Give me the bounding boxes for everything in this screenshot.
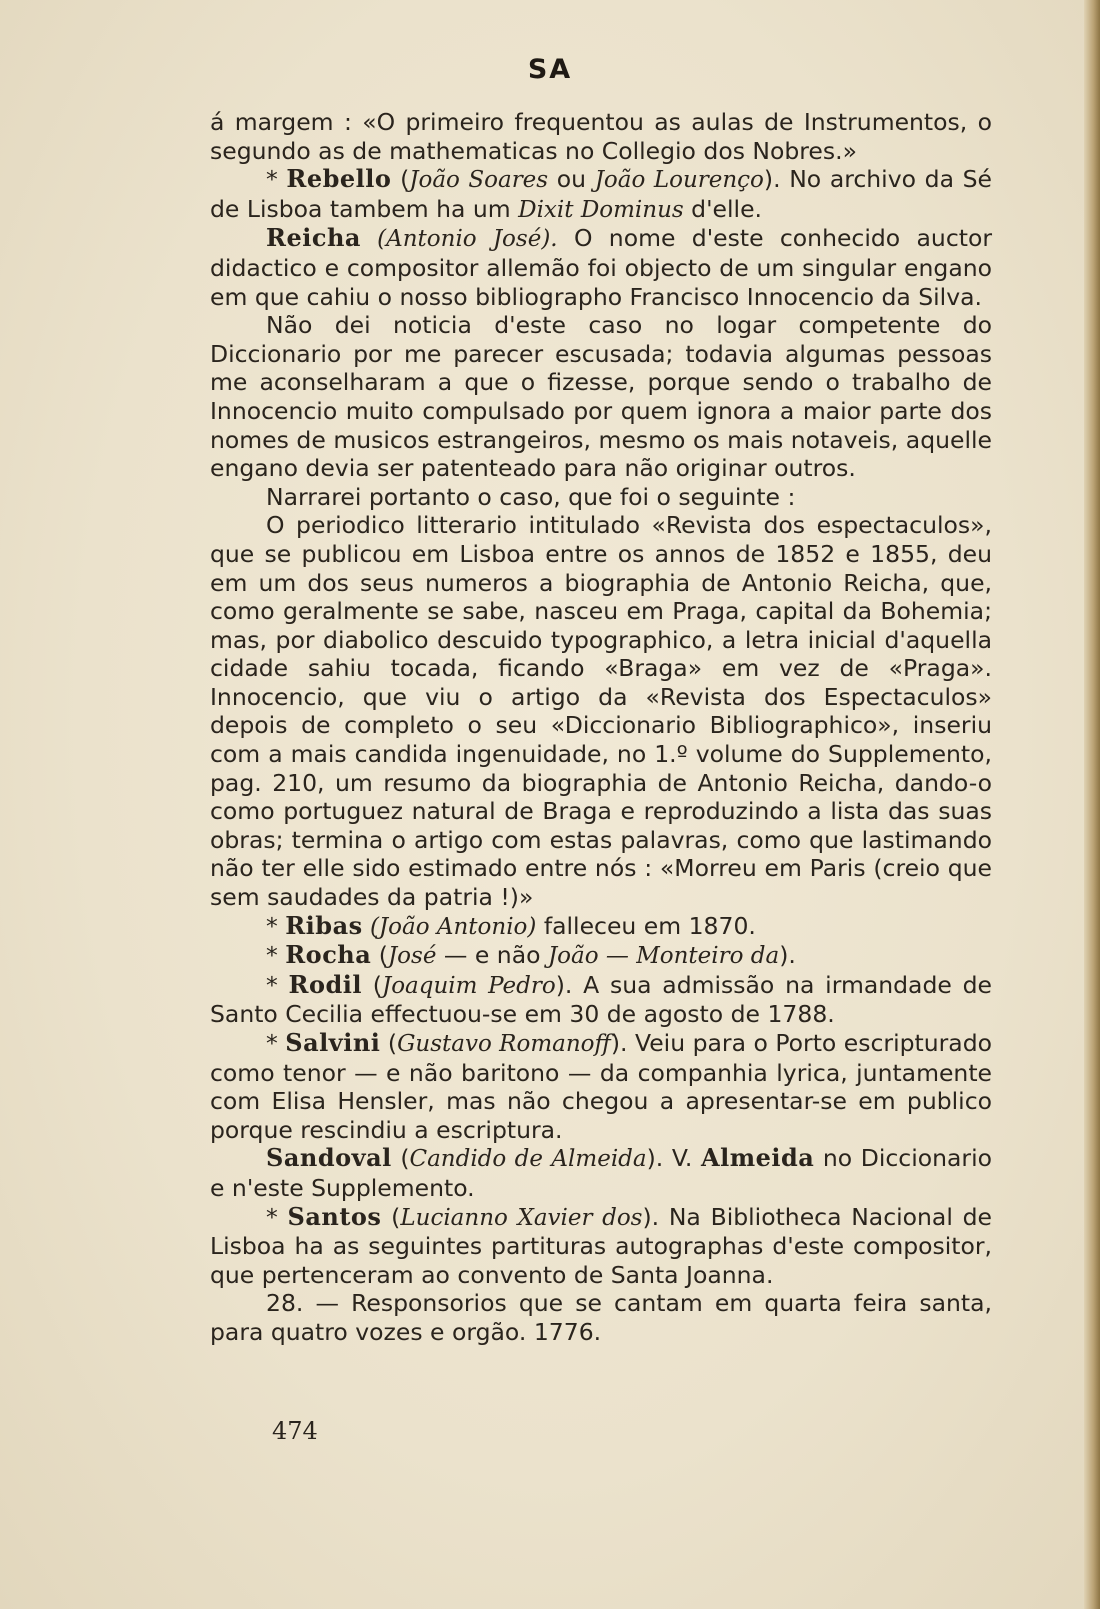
entry-heading-rebello: Rebello: [286, 164, 392, 194]
asterisk-mark: *: [266, 1202, 288, 1231]
text-run: ).: [779, 941, 796, 970]
entry-heading-santos: Santos: [287, 1201, 382, 1231]
text-run: O nome d'este conhecido auctor didactico e compositor allemão foi objecto de um singular engano em que cahiu o nosso bibliographo Francisco Innocencio da Silva.: [210, 224, 992, 311]
text-run: no Diccionario e n'este Supplemento.: [210, 1144, 992, 1202]
text-run: (: [381, 1202, 401, 1231]
body-text: [210, 108, 992, 1347]
page-edge-shadow: [1084, 0, 1100, 1609]
entry-heading-ribas: Ribas: [285, 910, 363, 940]
text-run: d'elle.: [683, 194, 762, 223]
text-run: ). Na Bibliotheca Nacional de Lisboa ha as seguintes partituras autographas d'este compositor, que pertenceram ao convento de Santa Joanna.: [210, 1202, 992, 1289]
italic-run: João Lourenço: [594, 167, 764, 194]
asterisk-mark: *: [266, 165, 287, 194]
entry-rodil: [210, 971, 992, 1029]
entry-santos: [210, 1203, 992, 1290]
text-run: (: [380, 1029, 398, 1057]
asterisk-mark: *: [266, 941, 286, 970]
italic-run: (João Antonio): [362, 913, 537, 940]
entry-heading-sandoval: Sandoval: [266, 1143, 392, 1173]
text-run: ). V.: [646, 1144, 701, 1173]
text-run: — e não: [436, 941, 548, 970]
text-run: (: [362, 970, 382, 999]
text-run: (: [391, 1144, 410, 1173]
paragraph-1: á margem : «O primeiro frequentou as aulas de Instrumentos, o segundo as de mathematicas no Collegio dos Nobres.»: [210, 108, 992, 165]
text-run: ou: [548, 165, 595, 194]
entry-heading-reicha: Reicha: [266, 223, 361, 253]
asterisk-mark: *: [266, 911, 286, 940]
entry-ribas: [210, 912, 992, 942]
entry-salvini: [210, 1029, 992, 1144]
paragraph-5: Narrarei portanto o caso, que foi o seguinte :: [266, 482, 796, 511]
entry-rebello: [210, 165, 992, 224]
work-list-item: 28. — Responsorios que se cantam em quarta feira santa, para quatro vozes e orgão. 1776.: [210, 1289, 992, 1346]
italic-run: (Antonio José).: [360, 226, 558, 253]
italic-run: José: [387, 943, 437, 970]
entry-heading-rocha: Rocha: [285, 940, 372, 970]
paragraph-6: O periodico litterario intitulado «Revista dos espectaculos», que se publicou em Lisboa entre os annos de 1852 e 1855, deu em um dos seus numeros a biographia de Antonio Reicha, que, como geralmente se sabe, nasceu em Praga, capital da Bohemia; mas, por diabolico descuido typographico, a letra inicial d'aquella cidade sahiu tocada, ficando «Braga» em vez de «Praga». Innocencio, que viu o artigo da «Revista dos Espectaculos» depois de completo o seu «Diccionario Bibliographico», inseriu com a mais candida ingenuidade, no 1.º volume do Supplemento, pag. 210, um resumo da biographia de Antonio Reicha, dando-o como portuguez natural de Braga e reproduzindo a lista das suas obras; termina o artigo com estas palavras, como que lastimando não ter elle sido estimado entre nós : «Morreu em Paris (creio que sem saudades da patria !)»: [210, 511, 992, 912]
italic-run: Lucianno Xavier dos: [400, 1204, 643, 1231]
entry-heading-salvini: Salvini: [285, 1028, 381, 1057]
text-run: (: [391, 165, 410, 194]
text-run: ). No archivo da Sé de Lisboa tambem ha um: [210, 165, 993, 223]
italic-run: João — Monteiro da: [547, 943, 780, 970]
entry-heading-rodil: Rodil: [288, 969, 363, 999]
asterisk-mark: *: [266, 1029, 286, 1057]
paragraph-4: Não dei noticia d'este caso no logar competente do Diccionario por me parecer escusada; todavia algumas pessoas me aconselharam a que o fizesse, porque sendo o trabalho de Innocencio muito compulsado por quem ignora a maior parte dos nomes de musicos estrangeiros, mesmo os mais notaveis, aquelle engano devia ser patenteado para não originar outros.: [210, 311, 992, 483]
italic-run: Candido de Almeida: [409, 1146, 647, 1173]
text-run: (: [371, 941, 388, 970]
text-run: ). Veiu para o Porto escripturado como tenor — e não baritono — da companhia lyrica, juntamente com Elisa Hensler, mas não chegou a apresentar-se em publico porque rescindiu a escriptura.: [210, 1029, 992, 1144]
text-run: ). A sua admissão na irmandade de Santo Cecilia effectuou-se em 30 de agosto de 1788.: [210, 970, 992, 1029]
text-run: falleceu em 1870.: [536, 911, 756, 940]
italic-run: João Soares: [409, 167, 549, 194]
italic-run: Joaquim Pedro: [381, 972, 556, 999]
running-head: SA: [527, 54, 573, 85]
italic-run: Dixit Dominus: [518, 196, 684, 223]
italic-run: Gustavo Romanoff: [397, 1031, 611, 1057]
page-number: 474: [272, 1417, 318, 1445]
entry-rocha: [210, 941, 992, 971]
entry-reicha: [210, 224, 992, 311]
entry-sandoval: [210, 1144, 992, 1202]
cross-reference-heading: Almeida: [700, 1143, 815, 1173]
asterisk-mark: *: [266, 970, 289, 999]
